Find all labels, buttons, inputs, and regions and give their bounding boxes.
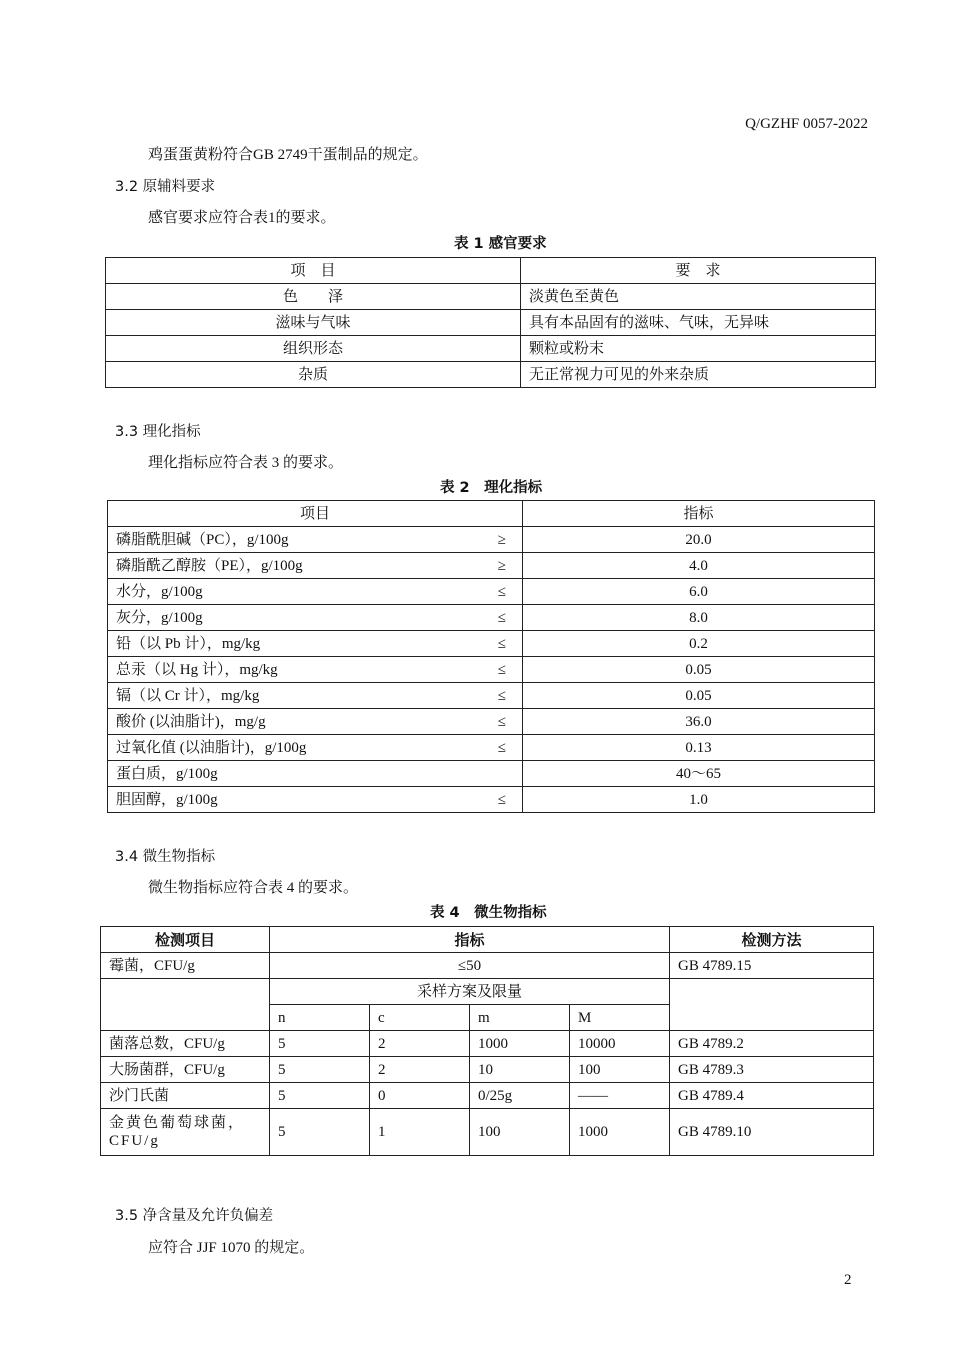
cell: c xyxy=(370,1005,470,1031)
table4-microbial xyxy=(100,926,874,1156)
section-3-2-text: 感官要求应符合表1的要求。 xyxy=(148,210,336,226)
cell: 100 xyxy=(470,1109,570,1156)
comparison-sign: ≤ xyxy=(497,713,506,730)
table2-caption: 表 2 理化指标 xyxy=(440,480,543,496)
cell: 淡黄色至黄色 xyxy=(521,284,876,310)
comparison-sign: ≤ xyxy=(497,739,506,756)
table-row xyxy=(108,709,875,735)
item-label: 过氧化值 (以油脂计)，g/100g xyxy=(116,739,307,756)
cell: 0/25g xyxy=(470,1083,570,1109)
item-label: 总汞（以 Hg 计），mg/kg xyxy=(116,661,278,678)
item-label: 酸价 (以油脂计)，mg/g xyxy=(116,713,266,730)
section-3-3-text: 理化指标应符合表 3 的要求。 xyxy=(148,455,344,471)
cell xyxy=(108,631,523,657)
table-row xyxy=(108,553,875,579)
cell: 组织形态 xyxy=(106,336,521,362)
cell: M xyxy=(570,1005,670,1031)
cell xyxy=(670,979,874,1031)
cell: 4.0 xyxy=(523,553,875,579)
cell: 1000 xyxy=(570,1109,670,1156)
cell xyxy=(108,605,523,631)
table-row xyxy=(101,953,874,979)
cell: 6.0 xyxy=(523,579,875,605)
table1-caption: 表 1 感官要求 xyxy=(454,236,547,252)
item-label: 灰分，g/100g xyxy=(116,609,203,626)
cell: 10000 xyxy=(570,1031,670,1057)
cell: 36.0 xyxy=(523,709,875,735)
section-3-4-text: 微生物指标应符合表 4 的要求。 xyxy=(148,880,359,896)
cell xyxy=(108,579,523,605)
comparison-sign: ≤ xyxy=(497,661,506,678)
cell: 5 xyxy=(270,1031,370,1057)
comparison-sign: ≤ xyxy=(497,687,506,704)
cell: GB 4789.10 xyxy=(670,1109,874,1156)
cell: 1.0 xyxy=(523,787,875,813)
cell: ≤50 xyxy=(270,953,670,979)
table-row xyxy=(106,362,876,388)
cell xyxy=(108,709,523,735)
comparison-sign: ≤ xyxy=(497,609,506,626)
page-number: 2 xyxy=(844,1272,852,1288)
cell xyxy=(108,657,523,683)
cell: 0.13 xyxy=(523,735,875,761)
cell: 10 xyxy=(470,1057,570,1083)
item-label: 磷脂酰乙醇胺（PE），g/100g xyxy=(116,557,303,574)
cell: 色 泽 xyxy=(106,284,521,310)
cell: 0.2 xyxy=(523,631,875,657)
cell: 金黄色葡萄球菌，CFU/g xyxy=(101,1109,270,1156)
item-label: 镉（以 Cr 计），mg/kg xyxy=(116,687,260,704)
cell: 菌落总数，CFU/g xyxy=(101,1031,270,1057)
cell: 沙门氏菌 xyxy=(101,1083,270,1109)
table-row xyxy=(108,657,875,683)
table2-header: 项目 xyxy=(108,501,523,527)
table-row xyxy=(101,1031,874,1057)
table4-header: 指标 xyxy=(270,927,670,953)
table-row xyxy=(108,631,875,657)
cell: 0 xyxy=(370,1083,470,1109)
cell: 2 xyxy=(370,1031,470,1057)
cell: 无正常视力可见的外来杂质 xyxy=(521,362,876,388)
item-label: 水分，g/100g xyxy=(116,583,203,600)
cell: 2 xyxy=(370,1057,470,1083)
cell xyxy=(108,761,523,787)
item-label: 铅（以 Pb 计），mg/kg xyxy=(116,635,261,652)
cell: 1 xyxy=(370,1109,470,1156)
cell xyxy=(108,527,523,553)
cell: GB 4789.2 xyxy=(670,1031,874,1057)
table-row xyxy=(108,735,875,761)
item-label: 蛋白质，g/100g xyxy=(116,765,218,782)
table4-header: 检测项目 xyxy=(101,927,270,953)
comparison-sign: ≤ xyxy=(497,583,506,600)
comparison-sign: ≥ xyxy=(497,557,506,574)
cell: 霉菌，CFU/g xyxy=(101,953,270,979)
cell: —— xyxy=(570,1083,670,1109)
table-row xyxy=(108,787,875,813)
cell xyxy=(108,735,523,761)
section-3-5-title: 3.5 净含量及允许负偏差 xyxy=(115,1208,274,1224)
section-3-4-title: 3.4 微生物指标 xyxy=(115,849,216,865)
intro-line: 鸡蛋蛋黄粉符合GB 2749干蛋制品的规定。 xyxy=(148,147,428,163)
cell: 大肠菌群，CFU/g xyxy=(101,1057,270,1083)
comparison-sign: ≥ xyxy=(497,531,506,548)
cell: GB 4789.4 xyxy=(670,1083,874,1109)
cell: 杂质 xyxy=(106,362,521,388)
table2-header: 指标 xyxy=(523,501,875,527)
comparison-sign: ≤ xyxy=(497,635,506,652)
table4-caption: 表 4 微生物指标 xyxy=(430,905,547,921)
cell: 颗粒或粉末 xyxy=(521,336,876,362)
table1-header: 项 目 xyxy=(106,258,521,284)
cell: 具有本品固有的滋味、气味，无异味 xyxy=(521,310,876,336)
table2-physicochemical xyxy=(107,500,875,813)
cell: 8.0 xyxy=(523,605,875,631)
table-row xyxy=(108,605,875,631)
table1-header: 要 求 xyxy=(521,258,876,284)
cell: m xyxy=(470,1005,570,1031)
cell: 5 xyxy=(270,1057,370,1083)
cell: 40～65 xyxy=(523,761,875,787)
table-row xyxy=(101,1109,874,1156)
cell: 100 xyxy=(570,1057,670,1083)
comparison-sign: ≤ xyxy=(497,791,506,808)
table-row xyxy=(106,310,876,336)
cell xyxy=(108,787,523,813)
table1-sensory xyxy=(105,257,876,388)
table-row xyxy=(108,579,875,605)
table4-header: 检测方法 xyxy=(670,927,874,953)
table-row xyxy=(106,284,876,310)
table-row xyxy=(101,1083,874,1109)
cell: 5 xyxy=(270,1083,370,1109)
table-row xyxy=(108,761,875,787)
table-row xyxy=(108,527,875,553)
cell: 0.05 xyxy=(523,683,875,709)
table-row xyxy=(101,1057,874,1083)
cell xyxy=(101,979,270,1031)
cell: GB 4789.3 xyxy=(670,1057,874,1083)
section-3-2-title: 3.2 原辅料要求 xyxy=(115,179,216,195)
doc-code: Q/GZHF 0057-2022 xyxy=(745,116,868,132)
cell: n xyxy=(270,1005,370,1031)
table-row xyxy=(108,683,875,709)
section-3-3-title: 3.3 理化指标 xyxy=(115,424,201,440)
cell: 1000 xyxy=(470,1031,570,1057)
cell: 20.0 xyxy=(523,527,875,553)
cell xyxy=(108,553,523,579)
cell: 5 xyxy=(270,1109,370,1156)
item-label: 胆固醇，g/100g xyxy=(116,791,218,808)
cell xyxy=(108,683,523,709)
section-3-5-text: 应符合 JJF 1070 的规定。 xyxy=(148,1240,315,1256)
cell: GB 4789.15 xyxy=(670,953,874,979)
item-label: 磷脂酰胆碱（PC），g/100g xyxy=(116,531,289,548)
cell: 0.05 xyxy=(523,657,875,683)
plan-label: 采样方案及限量 xyxy=(270,979,670,1005)
cell: 滋味与气味 xyxy=(106,310,521,336)
table-row xyxy=(106,336,876,362)
